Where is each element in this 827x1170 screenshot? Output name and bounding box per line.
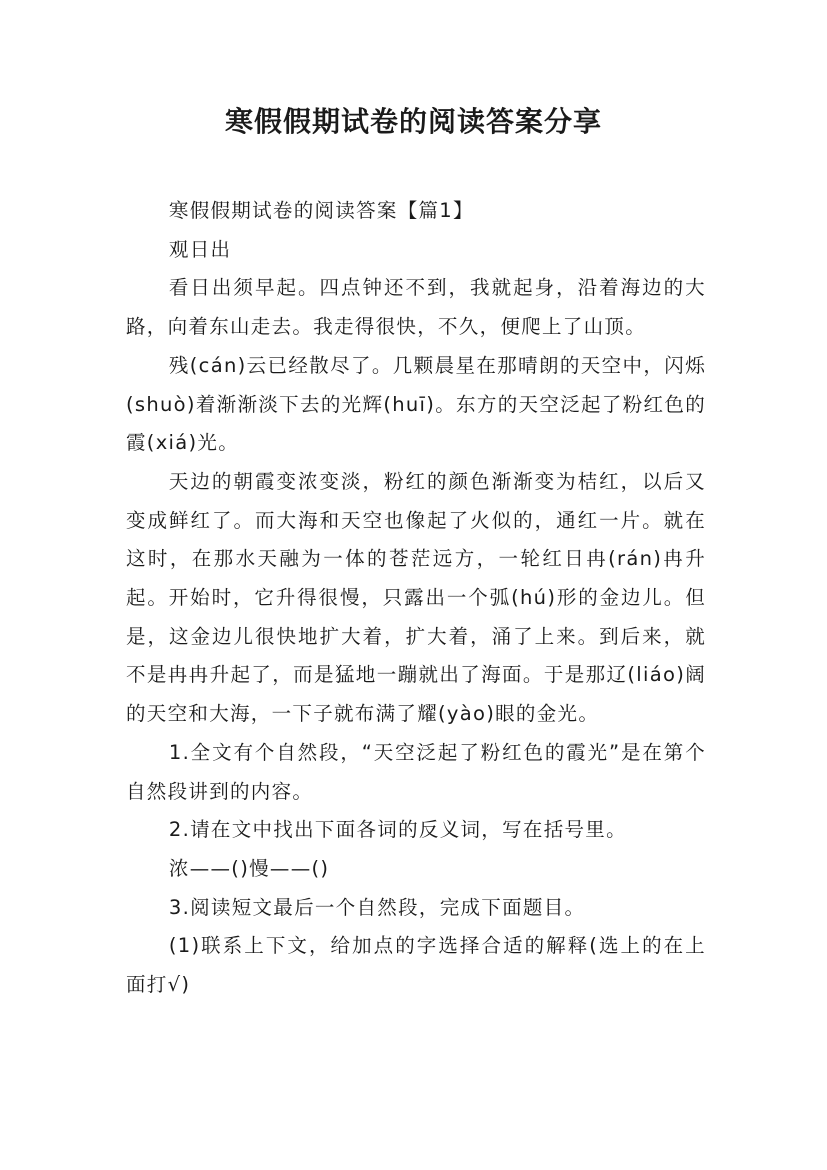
question-3: 3.阅读短文最后一个自然段，完成下面题目。 [168,895,586,919]
passage-paragraph-3: 天边的朝霞变浓变淡，粉红的颜色渐渐变为桔红，以后又变成鲜红了。而大海和天空也像起了火似的，通红一片。就在这时，在那水天融为一体的苍茫远方，一轮红日冉(rán)冉升起。开始时，它升得很慢，只露出一个弧(hú)形的金边儿。但是，这金边儿很快地扩大着，扩大着，涌了上来。到后来，就不是冉冉升起了，而是猛地一蹦就出了海面。于是那辽(liáo)阔的天空和大海，一下子就布满了耀(yào)眼的金光。 [126,469,706,726]
document-title: 寒假假期试卷的阅读答案分享 [224,105,602,138]
passage-paragraph-2: 残(cán)云已经散尽了。几颗晨星在那晴朗的天空中，闪烁(shuò)着渐渐淡下去的光辉(huī)。东方的天空泛起了粉红色的霞(xiá)光。 [126,353,706,455]
passage-title: 观日出 [168,237,232,261]
question-3-part-1: (1)联系上下文，给加点的字选择合适的解释(选上的在上面打√) [126,934,706,997]
section-heading: 寒假假期试卷的阅读答案【篇1】 [168,199,474,222]
passage-paragraph-1: 看日出须早起。四点钟还不到，我就起身，沿着海边的大路，向着东山走去。我走得很快，不久，便爬上了山顶。 [126,276,706,339]
question-1: 1.全文有个自然段，“天空泛起了粉红色的霞光”是在第个自然段讲到的内容。 [126,740,706,803]
document-body [126,192,706,1005]
question-2: 2.请在文中找出下面各词的反义词，写在括号里。 [168,818,627,842]
question-2-blanks: 浓——()慢——() [168,856,330,880]
